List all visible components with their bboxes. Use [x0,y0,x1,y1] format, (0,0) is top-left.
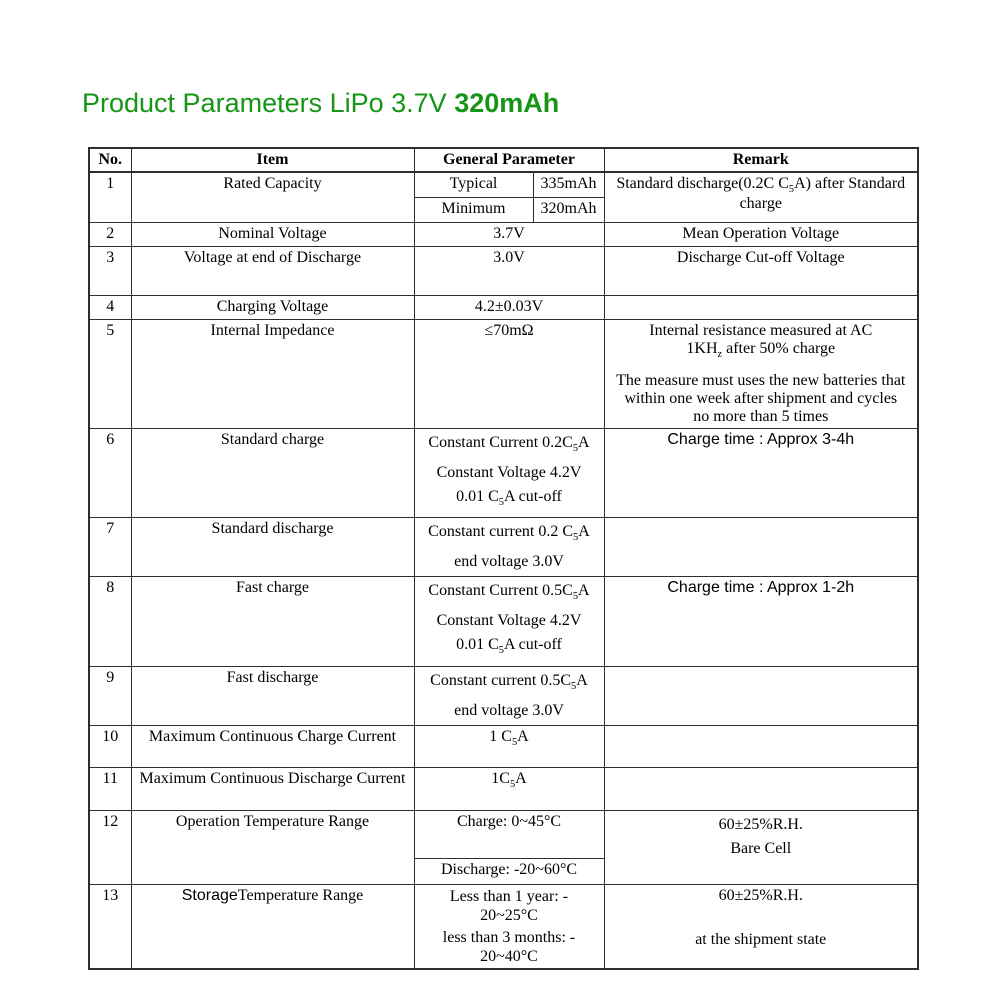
param-charge-cell: Charge: 0~45°C [414,810,604,858]
item-cell: Standard charge [131,428,414,517]
item-cell: Fast discharge [131,666,414,725]
table-row [89,884,918,969]
param-value-cell: 335mAh [533,172,604,197]
remark-cell-empty [604,767,918,810]
remark-cell-empty [604,295,918,319]
remark-paragraph: The measure must uses the new batteries that within one week after shipment and cycles no more than 5 times [616,371,906,425]
header-row [89,148,918,172]
param-cell: 3.7V [414,222,604,246]
col-item-header: Item [131,148,414,172]
param-storage-year: Less than 1 year: - 20~25°C [449,887,569,924]
item-cell: Rated Capacity [131,172,414,222]
param-cell [414,884,604,969]
table-row [89,577,918,666]
remark-cell: Discharge Cut-off Voltage [604,246,918,295]
param-discharge-cell: Discharge: -20~60°C [414,858,604,884]
param-label-cell: Typical [414,172,533,197]
param-cell: 1 $C_5A$ [414,725,604,767]
table-row [89,172,918,197]
param-value-cell: 320mAh [533,197,604,222]
parameters-table [88,147,919,970]
row-number: 12 [89,810,131,884]
item-cell: Nominal Voltage [131,222,414,246]
param-cell: $1C_5A$ [414,767,604,810]
param-label-cell: Minimum [414,197,533,222]
row-number: 2 [89,222,131,246]
param-cell: 4.2±0.03V [414,295,604,319]
col-no-header: No. [89,148,131,172]
row-number: 7 [89,518,131,577]
remark-humidity: 60±25%R.H. [718,886,803,904]
remark-cell: 60±25%R.H. Bare Cell [604,810,918,884]
row-number: 4 [89,295,131,319]
row-number: 1 [89,172,131,222]
table-row [89,246,918,295]
row-number: 8 [89,577,131,666]
table-row [89,222,918,246]
item-cell: Internal Impedance [131,319,414,428]
page-title-bold: 320mAh [454,88,560,118]
param-cell: Constant current 0.2 $C_5A$ end voltage 3.0V [414,518,604,577]
table-row [89,666,918,725]
item-cell: Fast charge [131,577,414,666]
param-cell: Constant current $0.5C_5A$ end voltage 3.0V [414,666,604,725]
row-number: 3 [89,246,131,295]
table-row [89,518,918,577]
remark-cell: Charge time : Approx 1-2h [604,577,918,666]
table-row [89,295,918,319]
table-row [89,319,918,428]
remark-cell-empty [604,666,918,725]
param-cell: Constant Current $0.2C_5A$ Constant Voltage 4.2V 0.01 $C_5A$ cut-off [414,428,604,517]
param-storage-months: less than 3 months: - 20~40°C [442,928,576,965]
table-row [89,767,918,810]
remark-cell [604,884,918,969]
item-cell: Standard discharge [131,518,414,577]
remark-cell-empty [604,518,918,577]
row-number: 13 [89,884,131,969]
param-cell: 3.0V [414,246,604,295]
item-cell: Charging Voltage [131,295,414,319]
col-parameter-header: General Parameter [414,148,604,172]
param-cell: Constant Current $0.5C_5A$ Constant Voltage 4.2V 0.01 $C_5A$ cut-off [414,577,604,666]
remark-cell: Charge time : Approx 3-4h [604,428,918,517]
remark-cell: Mean Operation Voltage [604,222,918,246]
table-row [89,428,918,517]
table-row [89,725,918,767]
row-number: 9 [89,666,131,725]
item-temperature-label: Temperature Range [237,886,364,904]
row-number: 5 [89,319,131,428]
item-cell: Maximum Continuous Discharge Current [131,767,414,810]
remark-cell: Standard discharge(0.2C $C_5A$) after Standard charge [604,172,918,222]
remark-shipment-state: at the shipment state [695,930,827,948]
item-cell [131,884,414,969]
page-title [82,88,559,119]
remark-cell [604,319,918,428]
row-number: 6 [89,428,131,517]
item-cell: Maximum Continuous Charge Current [131,725,414,767]
remark-cell-empty [604,725,918,767]
item-cell: Voltage at end of Discharge [131,246,414,295]
page-title-regular: Product Parameters LiPo 3.7V [82,88,455,118]
remark-paragraph: Internal resistance measured at AC $1KH_z$ after 50% charge [649,321,873,360]
row-number: 10 [89,725,131,767]
row-number: 11 [89,767,131,810]
col-remark-header: Remark [604,148,918,172]
item-cell: Operation Temperature Range [131,810,414,884]
item-storage-label: Storage [181,886,238,904]
param-cell: ≤70mΩ [414,319,604,428]
table-row [89,810,918,858]
